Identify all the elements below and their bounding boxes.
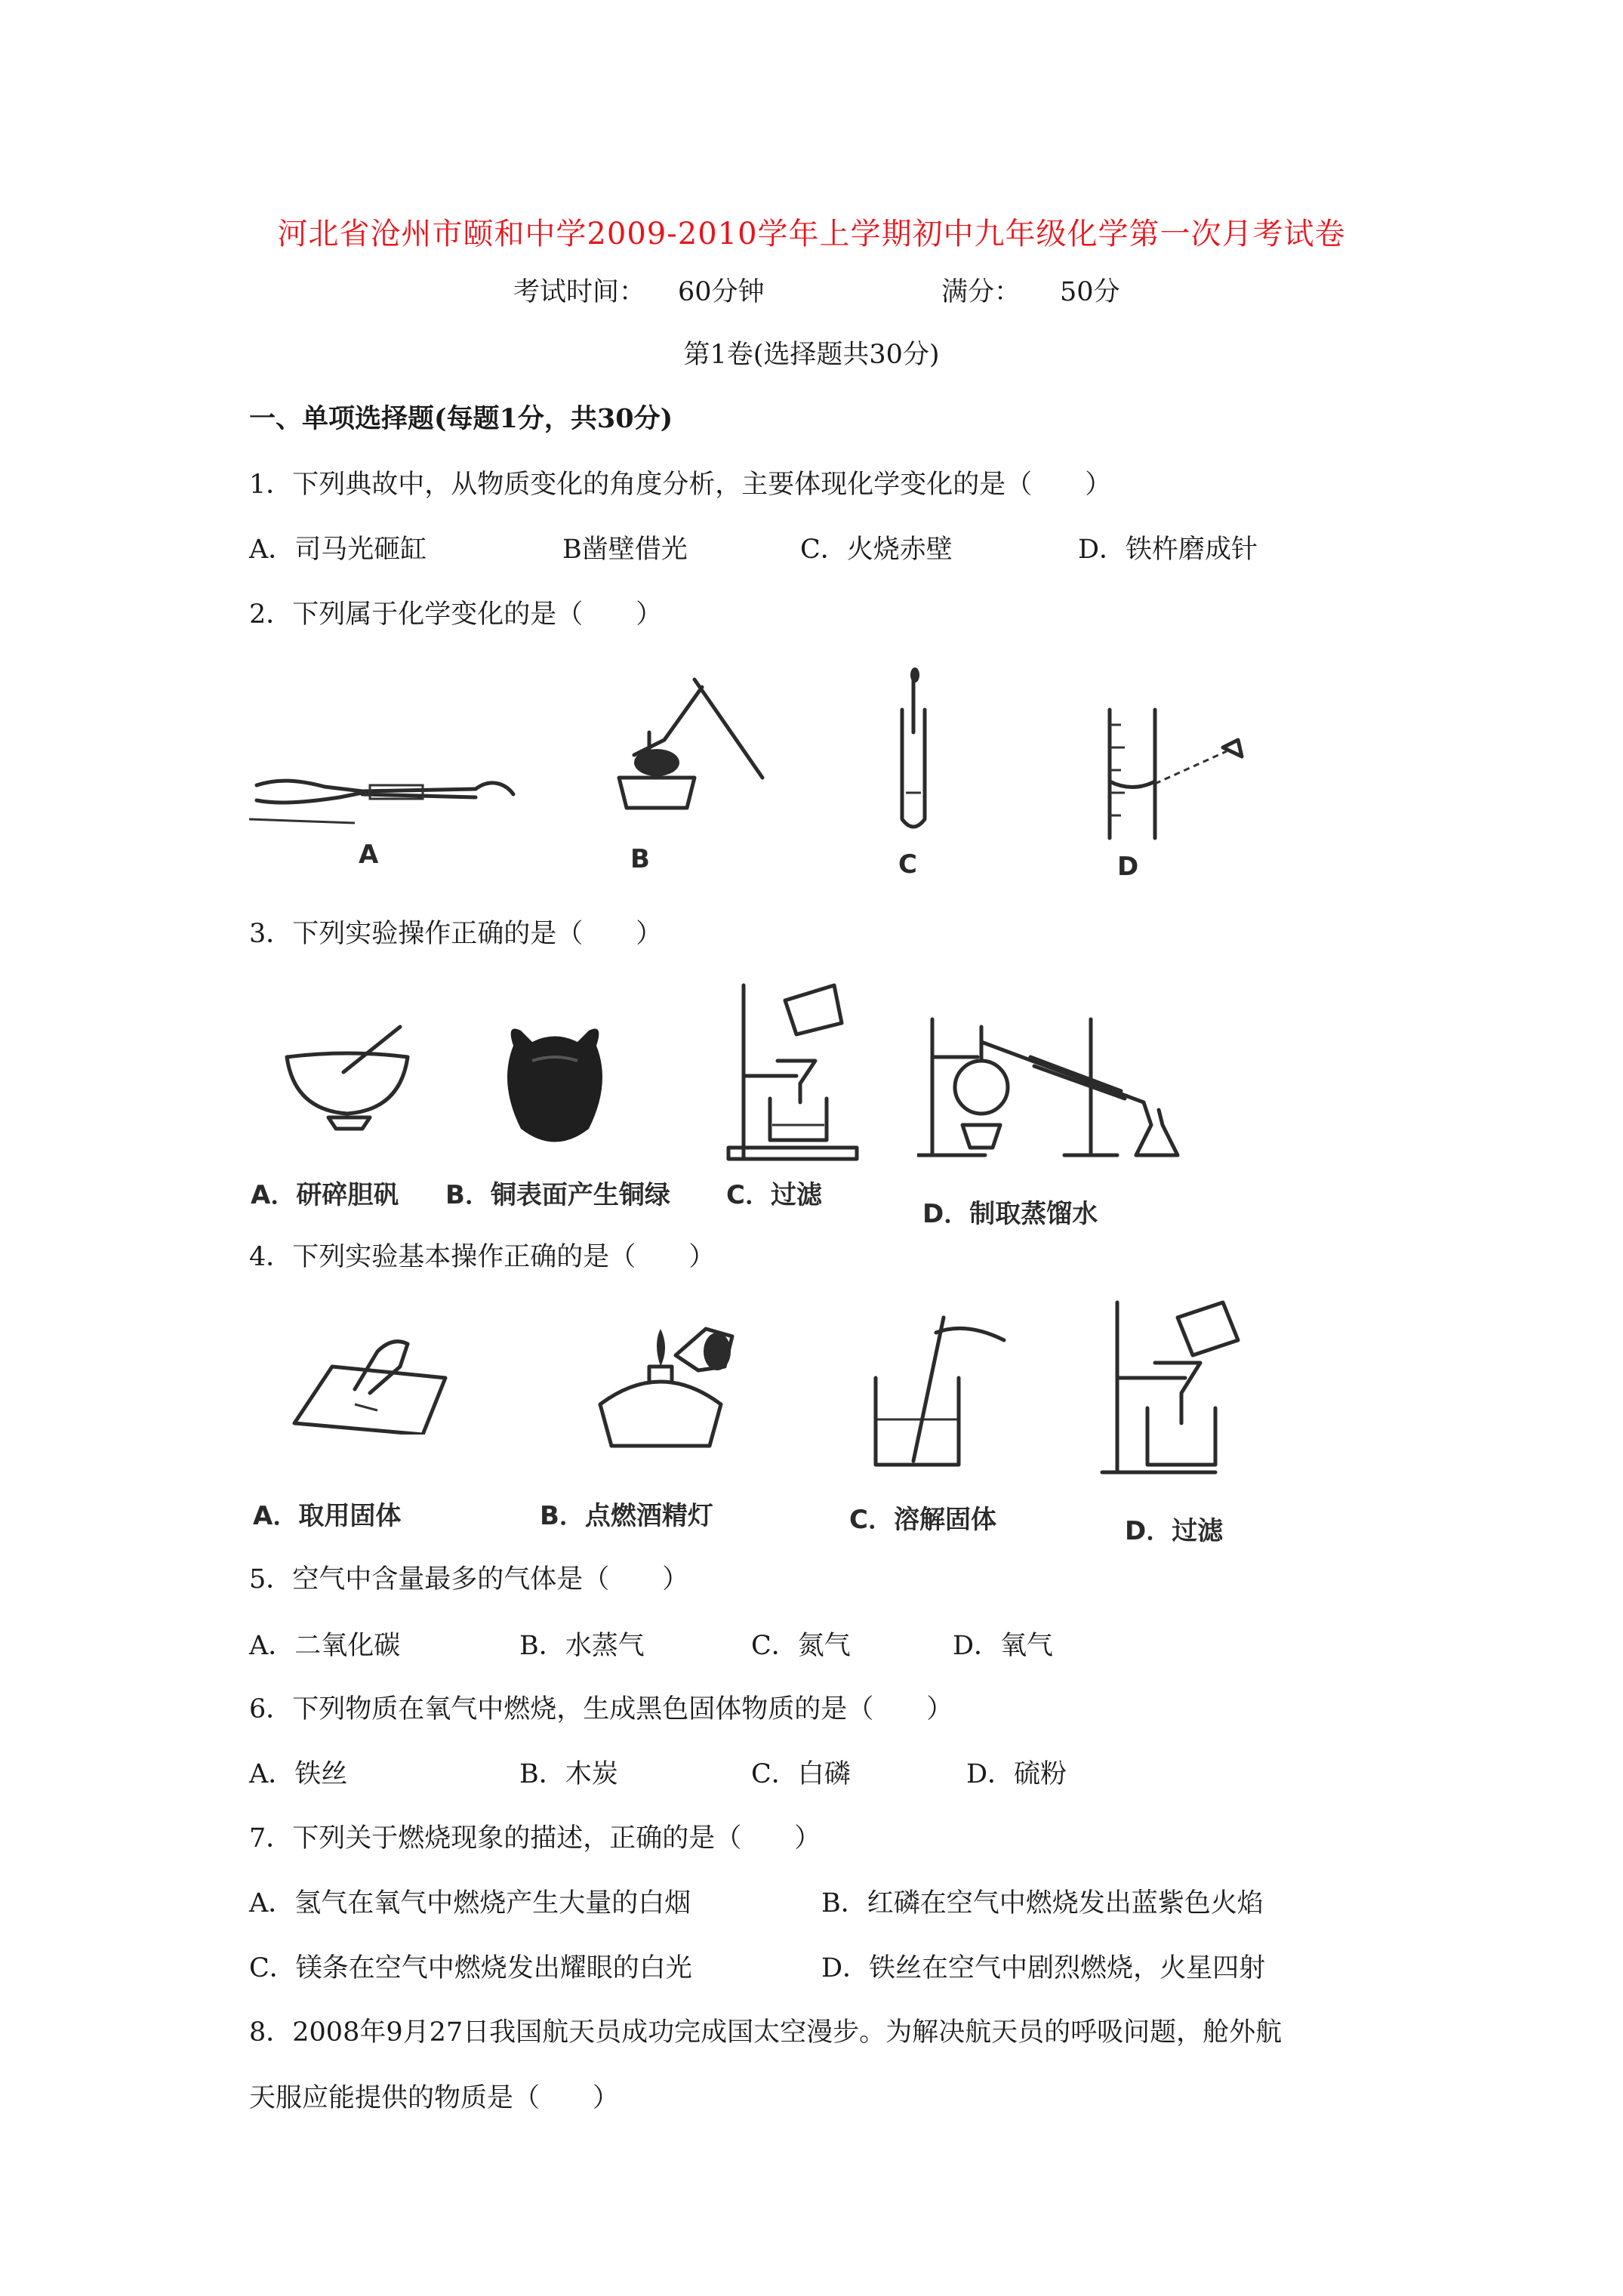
q7-option-d: D．铁丝在空气中剧烈燃烧，火星四射	[821, 1953, 1266, 1983]
q2-figure-b-heating-tube	[589, 664, 785, 831]
q6-option-a: A．铁丝	[249, 1759, 348, 1789]
q5-option-d: D．氧气	[953, 1631, 1054, 1661]
q2-figure-a-tongs	[249, 747, 521, 838]
q4-figure-a-solid-paper	[287, 1321, 460, 1435]
q6-option-d: D．硫粉	[966, 1759, 1067, 1789]
q3-figure-a-mortar	[272, 1019, 423, 1133]
q2-stem: 2．下列属于化学变化的是（ ）	[249, 599, 663, 630]
q5-option-c: C．氮气	[751, 1631, 851, 1661]
q3-figure-b-copper-bust	[491, 1015, 619, 1155]
q2-label-d: D	[1117, 852, 1139, 882]
q7-stem: 7．下列关于燃烧现象的描述，正确的是（ ）	[249, 1823, 821, 1854]
q3-label-d: D．制取蒸馏水	[922, 1199, 1098, 1229]
q2-figure-c-test-tube	[868, 664, 959, 846]
q3-figure-d-distillation	[917, 1004, 1189, 1166]
full-score-label: 满分：	[941, 277, 1021, 307]
q8-stem-line1: 8．2008年9月27日我国航天员成功完成国太空漫步。为解决航天员的呼吸问题，舱外航	[249, 2017, 1283, 2048]
q6-stem: 6．下列物质在氧气中燃烧，生成黑色固体物质的是（ ）	[249, 1694, 953, 1724]
q2-label-a: A	[359, 840, 379, 870]
q3-figure-c-filtration	[721, 978, 872, 1170]
q5-stem: 5．空气中含量最多的气体是（ ）	[249, 1564, 689, 1595]
section-title: 一、单项选择题(每题1分，共30分)	[249, 403, 673, 434]
q1-option-c: C．火烧赤壁	[800, 535, 953, 565]
q8-stem-line2: 天服应能提供的物质是（ ）	[249, 2083, 620, 2113]
q4-label-c: C．溶解固体	[849, 1505, 996, 1535]
q6-option-b: B．木炭	[519, 1759, 618, 1789]
full-score-value: 50分	[1060, 277, 1120, 307]
q5-option-a: A．二氧化碳	[249, 1631, 401, 1661]
q2-label-c: C	[898, 849, 917, 880]
q1-option-d: D．铁杵磨成针	[1078, 535, 1258, 565]
q6-option-c: C．白磷	[751, 1759, 851, 1789]
q4-label-b: B．点燃酒精灯	[540, 1501, 713, 1531]
q2-figure-d-cylinder	[1087, 702, 1253, 846]
volume-title: 第1卷(选择题共30分)	[683, 340, 940, 370]
q4-figure-d-filtration	[1087, 1295, 1253, 1480]
q1-stem: 1．下列典故中，从物质变化的角度分析，主要体现化学变化的是（ ）	[249, 470, 1112, 500]
q4-label-d: D．过滤	[1125, 1516, 1224, 1546]
q2-label-b: B	[630, 844, 650, 874]
q3-stem: 3．下列实验操作正确的是（ ）	[249, 919, 663, 949]
exam-time-label: 考试时间：	[513, 277, 646, 307]
q1-option-b: B凿壁借光	[562, 535, 688, 565]
q7-option-a: A．氢气在氧气中燃烧产生大量的白烟	[249, 1888, 691, 1918]
q3-label-c: C．过滤	[726, 1180, 822, 1210]
exam-title: 河北省沧州市颐和中学2009-2010学年上学期初中九年级化学第一次月考试卷	[277, 217, 1346, 251]
q1-option-a: A．司马光砸缸	[249, 535, 427, 565]
q4-label-a: A．取用固体	[253, 1501, 402, 1531]
q4-stem: 4．下列实验基本操作正确的是（ ）	[249, 1242, 716, 1272]
q3-label-b: B．铜表面产生铜绿	[445, 1180, 670, 1210]
q7-option-b: B．红磷在空气中燃烧发出蓝紫色火焰	[821, 1888, 1264, 1918]
q7-option-c: C．镁条在空气中燃烧发出耀眼的白光	[249, 1953, 692, 1983]
exam-time-value: 60分钟	[678, 277, 765, 307]
q4-figure-c-dissolve	[861, 1310, 1012, 1476]
q4-figure-b-alcohol-lamp	[585, 1314, 736, 1457]
q5-option-b: B．水蒸气	[519, 1631, 645, 1661]
q3-label-a: A．研碎胆矾	[251, 1180, 399, 1210]
